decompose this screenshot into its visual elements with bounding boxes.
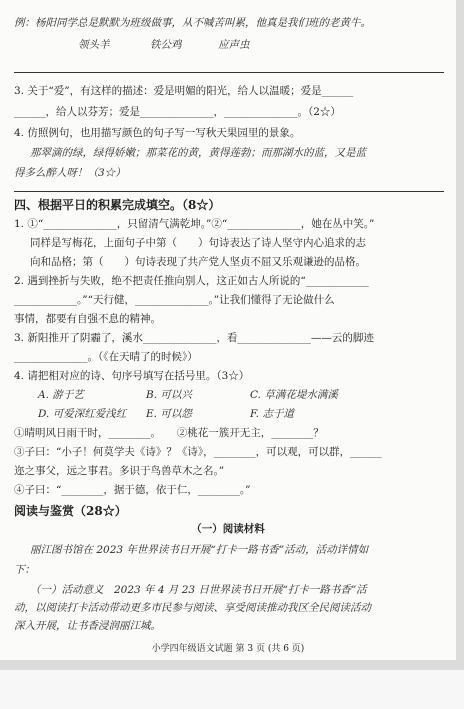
s4-line-2: 同样是写梅花，上面句子中第（ ）句诗表达了诗人坚守内心追求的志 [30, 237, 366, 249]
reading-p2-line-2: 动，以阅读打卡活动带动更多市民参与阅读、享受阅读推动我区全民阅读活动 [14, 602, 371, 614]
next-page-edge [0, 670, 464, 709]
reading-p2-line-3: 深入开展，让书香浸润丽江城。 [14, 620, 161, 632]
s4-line-5: ____________。”“天行健，______________。”让我们懂得了无论做什么 [14, 294, 335, 306]
answer-line [14, 72, 444, 73]
q3-line-1: 3. 关于“爱”，有这样的描述：爱是明媚的阳光，给人以温暖；爱是______ [14, 85, 354, 97]
s4-line-3: 向和品格；第（ ）句诗表现了共产党人坚贞不屈又乐观谦逊的品格。 [30, 256, 366, 268]
answer-line [14, 191, 444, 192]
section-4-title: 四、根据平日的积累完成填空。（8☆） [14, 198, 221, 212]
option-e: E. 可以怨 [146, 408, 192, 420]
reading-p2-line-1: （一）活动意义 2023 年 4 月 23 日世界读书日开展“打卡一路书香”活 [30, 584, 367, 596]
s4-line-11: ③子曰：“小子！何莫学夫《诗》？《诗》，________，可以观，可以群，______ [14, 446, 382, 458]
q4-example-2: 得多么醉人呀！（3☆） [14, 167, 126, 179]
s4-line-7: 3. 新阳推开了阴霾了，溪水______________，看______________——云的脚迹 [14, 332, 374, 344]
s4-line-6: 事情，都要有自强不息的精神。 [14, 313, 161, 325]
example-word-2: 铁公鸡 [150, 39, 182, 51]
s4-line-10: ①晴明风日雨干时，________。 ②桃花一簇开无主，________？ [14, 427, 324, 439]
s4-line-13: ④子曰：“________，据于德，依于仁，________。” [14, 484, 251, 496]
page-footer: 小学四年级语文试题 第 3 页 (共 6 页) [151, 644, 305, 654]
example-sentence: 例：杨阳同学总是默默为班级做事，从不喊苦叫累，他真是我们班的老黄牛。 [14, 17, 371, 29]
example-word-1: 领头羊 [78, 39, 110, 51]
s4-line-1: 1. ①“______________，只留清气满乾坤。”②“______________，她在丛中笑。” [14, 218, 375, 230]
reading-p1-line-1: 丽江图书馆在 2023 年世界读书日开展“打卡一路书香”活动，活动详情如 [30, 544, 369, 556]
s4-line-9: 4. 请把相对应的诗、句序号填写在括号里。（3☆） [14, 370, 250, 382]
option-f: F. 志于道 [250, 408, 294, 420]
option-a: A. 游于艺 [38, 389, 84, 401]
reading-title: 阅读与鉴赏（28☆） [14, 504, 127, 518]
reading-p1-line-2: 下： [14, 564, 35, 576]
q4-example-1: 那翠滴的绿，绿得娇嫩；那菜花的黄，黄得莲勃；而那湖水的蓝，又是蓝 [30, 147, 366, 159]
reading-subtitle: （一）阅读材料 [191, 523, 265, 535]
s4-line-12: 迩之事父，远之事君。多识于鸟兽草木之名。” [14, 465, 225, 477]
option-b: B. 可以兴 [146, 389, 192, 401]
option-c: C. 草满花堤水满溪 [250, 389, 338, 401]
s4-line-4: 2. 遇到挫折与失败，绝不把责任推向别人，这正如古人所说的“____________ [14, 275, 369, 287]
example-word-3: 应声虫 [218, 39, 250, 51]
q4-line-1: 4. 仿照例句，也用描写颜色的句子写一写秋天果园里的景象。 [14, 127, 301, 139]
s4-line-8: ______________。（《在天晴了的时候》） [14, 351, 198, 363]
q3-line-2: ______，给人以芬芳；爱是______________，______________。（2☆） [14, 106, 341, 118]
option-d: D. 可爱深红爱浅红 [38, 408, 127, 420]
